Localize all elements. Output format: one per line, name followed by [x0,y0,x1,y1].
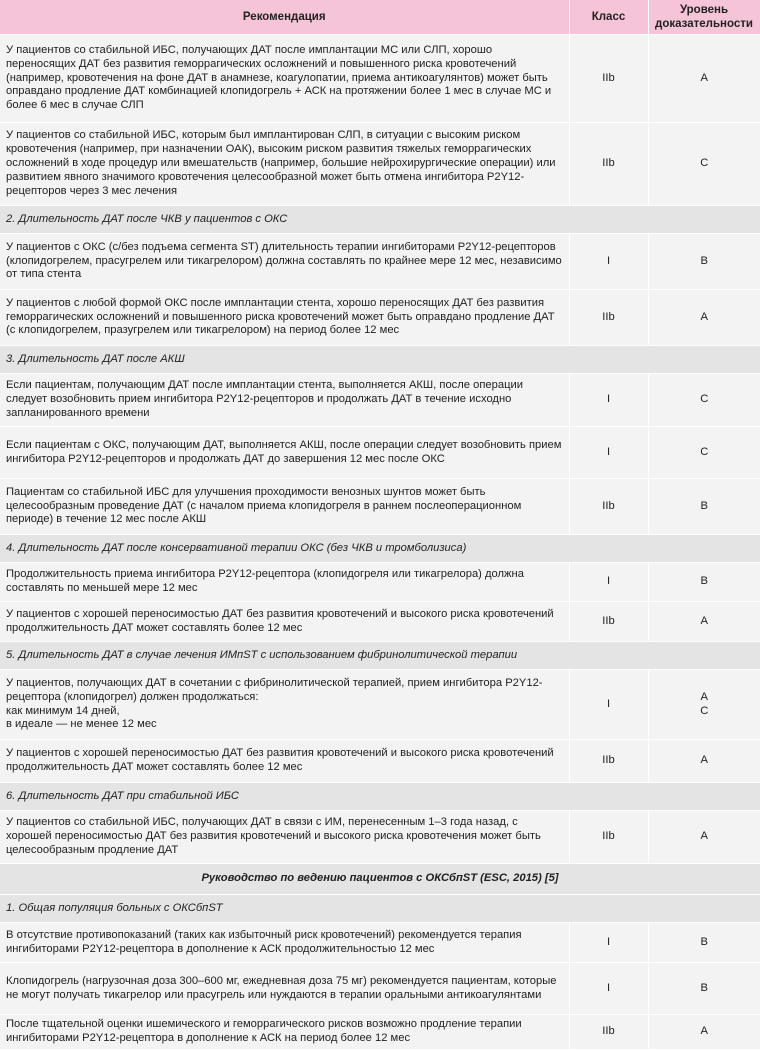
level-value: A [700,690,708,703]
level-cell: A [648,811,760,864]
table-row [0,563,760,602]
guideline-heading: Руководство по ведению пациентов с ОКСбпST (ESC, 2015) [5] [0,864,760,895]
level-cell: B [648,963,760,1015]
level-cell: C [648,374,760,427]
section-heading: 2. Длительность ДАТ после ЧКВ у пациентов с ОКС [0,206,760,234]
level-value: C [700,704,709,717]
section-heading: 1. Общая популяция больных с ОКСбпST [0,895,760,923]
recommendation-text: У пациентов с любой формой ОКС после имплантации стента, хорошо переносящих ДАТ без развития геморрагических осложнений и повышенного риска кровотечений может быть оправдано продление ДАТ (с клопидогрелем, празугрелем или тикагрелором) на период более 12 мес [0,290,569,346]
class-cell: IIb [569,811,648,864]
section-heading-row [0,535,760,563]
level-cell: C [648,427,760,479]
guideline-heading-row [0,864,760,895]
section-heading-row [0,642,760,670]
level-cell: B [648,479,760,535]
class-cell: IIb [569,35,648,123]
recommendation-text: У пациентов с хорошей переносимостью ДАТ без развития кровотечений и высокого риска кровотечений продолжительность ДАТ может составлять более 12 мес [0,602,569,642]
section-heading-row [0,895,760,923]
recommendation-text: Клопидогрель (нагрузочная доза 300–600 мг, ежедневная доза 75 мг) рекомендуется пациентам, которые не могут получать тикагрелор или прасугрель или нуждаются в терапии оральными антикоагулянтами [0,963,569,1015]
section-heading: 3. Длительность ДАТ после АКШ [0,346,760,374]
recommendation-subitem: как минимум 14 дней, [6,704,120,717]
section-heading-row [0,783,760,811]
table-row [0,234,760,290]
level-cell: A [648,740,760,783]
class-cell: IIb [569,123,648,206]
recommendation-text [0,670,569,740]
table-row [0,811,760,864]
recommendation-text: У пациентов со стабильной ИБС, которым был имплантирован СЛП, в ситуации с высоким риском кровотечения (например, при назначении ОАК), высоким риском развития тяжелых геморрагических осложнений в ходе процедур или вмешательств (например, большие нейрохирургические операции) или развитием явного значимого кровотечения целесообразной может быть отмена ингибитора P2Y12-рецепторов через 3 мес лечения [0,123,569,206]
table-header-row [0,0,760,35]
level-cell: A [648,35,760,123]
recommendation-text: Продолжительность приема ингибитора P2Y12-рецептора (клопидогреля или тикагрелора) должна составлять по меньшей мере 12 мес [0,563,569,602]
section-heading: 4. Длительность ДАТ после консервативной терапии ОКС (без ЧКВ и тромболизиса) [0,535,760,563]
table-row [0,602,760,642]
class-cell: IIb [569,290,648,346]
class-cell: I [569,374,648,427]
recommendation-text: В отсутствие противопоказаний (таких как избыточный риск кровотечений) рекомендуется терапия ингибиторами P2Y12-рецептора в дополнение к АСК продолжительностью 12 мес [0,923,569,963]
recommendation-text: Если пациентам с ОКС, получающим ДАТ, выполняется АКШ, после операции следует возобновить прием ингибитора P2Y12-рецепторов и продолжать ДАТ до завершения 12 мес после ОКС [0,427,569,479]
class-cell: I [569,670,648,740]
class-cell: IIb [569,479,648,535]
section-heading-row [0,206,760,234]
header-recommendation: Рекомендация [0,0,569,35]
class-cell: IIb [569,1015,648,1049]
class-cell: I [569,234,648,290]
level-cell: A [648,602,760,642]
table-row [0,1015,760,1049]
table-row [0,374,760,427]
class-cell: IIb [569,602,648,642]
table-row [0,123,760,206]
recommendation-subitem: в идеале — не менее 12 мес [6,718,157,731]
table-row [0,670,760,740]
table-row [0,740,760,783]
class-cell: I [569,563,648,602]
section-heading-row [0,346,760,374]
recommendation-main: У пациентов, получающих ДАТ в сочетании с фибринолитической терапией, прием ингибитора P2Y12-рецептора (клопидогрел) должен продолжаться: [6,676,543,703]
level-cell: C [648,123,760,206]
recommendation-text: Пациентам со стабильной ИБС для улучшения проходимости венозных шунтов может быть целесообразным проведение ДАТ (с началом приема клопидогреля в раннем послеоперационном периоде) в течение 12 мес после АКШ [0,479,569,535]
level-cell: B [648,234,760,290]
table-row [0,963,760,1015]
header-level: Уровень доказательности [648,0,760,35]
recommendation-text: У пациентов со стабильной ИБС, получающих ДАТ после имплантации МС или СЛП, хорошо переносящих ДАТ без развития геморрагических осложнений и повышенного риска кровотечений (например, кровотечения на фоне ДАТ в анамнезе, коагулопатии, приема антикоагулянтов) может быть оправдано продление ДАТ комбинацией клопидогрель + АСК на протяжении более 1 мес в случае МС и более 6 мес в случае СЛП [0,35,569,123]
level-cell: A [648,1015,760,1049]
recommendation-text: У пациентов со стабильной ИБС, получающих ДАТ в связи с ИМ, перенесенным 1–3 года назад, с хорошей переносимостью ДАТ без развития кровотечений и высокого риска кровотечения может быть целесообразным продление ДАТ [0,811,569,864]
section-heading: 6. Длительность ДАТ при стабильной ИБС [0,783,760,811]
level-cell [648,670,760,740]
table-row [0,427,760,479]
level-cell: B [648,923,760,963]
header-class: Класс [569,0,648,35]
recommendation-text: У пациентов с хорошей переносимостью ДАТ без развития кровотечений и высокого риска кровотечений продолжительность ДАТ может составлять более 12 мес [0,740,569,783]
class-cell: I [569,963,648,1015]
level-cell: B [648,563,760,602]
recommendation-text: У пациентов с ОКС (с/без подъема сегмента ST) длительность терапии ингибиторами P2Y12-рецепторов (клопидогрелем, прасугрелем или тикагрелором) должна составлять по крайнее мере 12 мес, независимо от типа стента [0,234,569,290]
recommendation-text: Если пациентам, получающим ДАТ после имплантации стента, выполняется АКШ, после операции следует возобновить прием ингибитора P2Y12-рецепторов и продолжать ДАТ в течение исходно запланированного времени [0,374,569,427]
table-row [0,923,760,963]
class-cell: I [569,427,648,479]
class-cell: I [569,923,648,963]
section-heading: 5. Длительность ДАТ в случае лечения ИМпST с использованием фибринолитической терапии [0,642,760,670]
table-row [0,290,760,346]
class-cell: IIb [569,740,648,783]
recommendation-text: После тщательной оценки ишемического и геморрагического рисков возможно продление терапии ингибиторами P2Y12-рецептора в дополнение к АСК на период более 12 мес [0,1015,569,1049]
table-row [0,35,760,123]
level-cell: A [648,290,760,346]
table-row [0,479,760,535]
